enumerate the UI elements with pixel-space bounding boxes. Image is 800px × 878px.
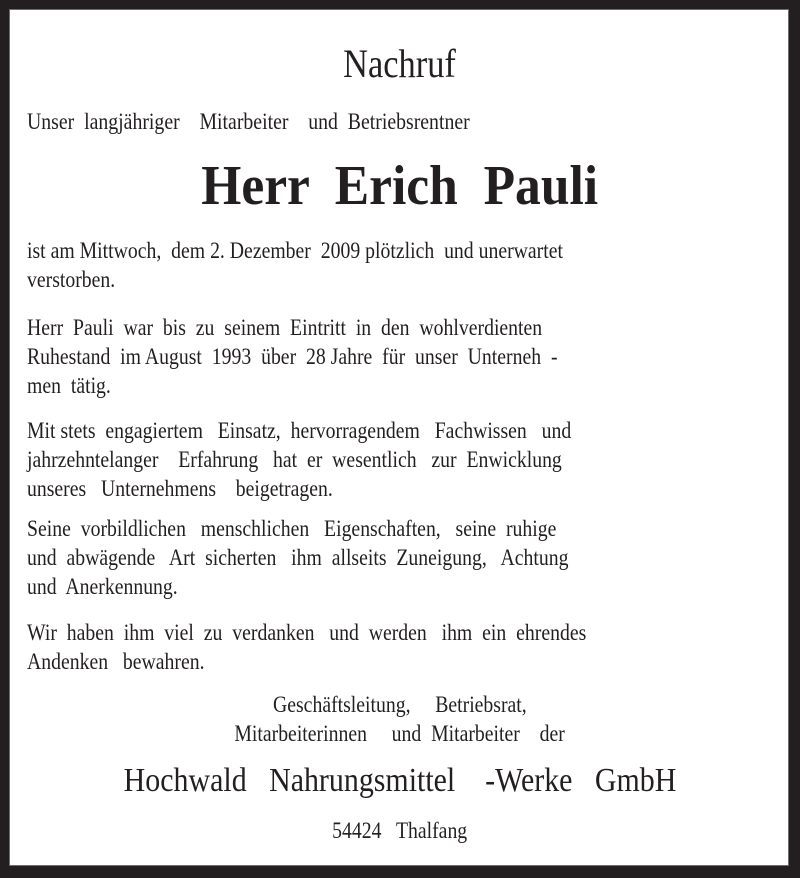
paragraph-1-line-1: ist am Mittwoch, dem 2. Dezember 2009 plötzlich und unerwartet: [27, 238, 563, 263]
paragraph-3-line-1: Mit stets engagiertem Einsatz, hervorragendem Fachwissen und: [27, 418, 572, 443]
paragraph-2-line-3: men tätig.: [27, 373, 111, 398]
company-name: Hochwald Nahrungsmittel -Werke GmbH: [123, 762, 677, 799]
company-row: [0, 761, 800, 801]
paragraph-4-line-2: und abwägende Art sicherten ihm allseits Zuneigung, Achtung: [27, 545, 569, 570]
paragraph-3-line-3: unseres Unternehmens beigetragen.: [27, 476, 333, 501]
signature-line-1: Geschäftsleitung, Betriebsrat,: [273, 692, 527, 717]
paragraph-2-line-1: Herr Pauli war bis zu seinem Eintritt in den wohlverdienten: [27, 315, 543, 340]
paragraph-5-line-2: Andenken bewahren.: [27, 649, 205, 674]
signature-line-2: Mitarbeiterinnen und Mitarbeiter der: [234, 721, 566, 746]
paragraph-1-line-2: verstorben.: [27, 267, 116, 292]
paragraph-3-line-2: jahrzehntelanger Erfahrung hat er wesentlich zur Enwicklung: [27, 447, 562, 472]
paragraph-4-line-1: Seine vorbildlichen menschlichen Eigenschaften, seine ruhige: [27, 516, 557, 541]
paragraph-5-line-1: Wir haben ihm viel zu verdanken und werden ihm ein ehrendes: [27, 620, 587, 645]
signature-line-1-row: [0, 690, 800, 719]
title-row: [0, 42, 800, 86]
obituary-title: Nachruf: [343, 41, 457, 86]
deceased-name: Herr Erich Pauli: [201, 155, 599, 217]
paragraph-4-line-3: und Anerkennung.: [27, 574, 178, 599]
intro-line: Unser langjähriger Mitarbeiter und Betriebsrentner: [27, 109, 470, 134]
signature-line-2-row: [0, 719, 800, 748]
name-row: [0, 156, 800, 216]
location-row: [0, 816, 800, 845]
company-location: 54424 Thalfang: [332, 818, 468, 843]
paragraph-2-line-2: Ruhestand im August 1993 über 28 Jahre für unser Unterneh -: [27, 344, 558, 369]
